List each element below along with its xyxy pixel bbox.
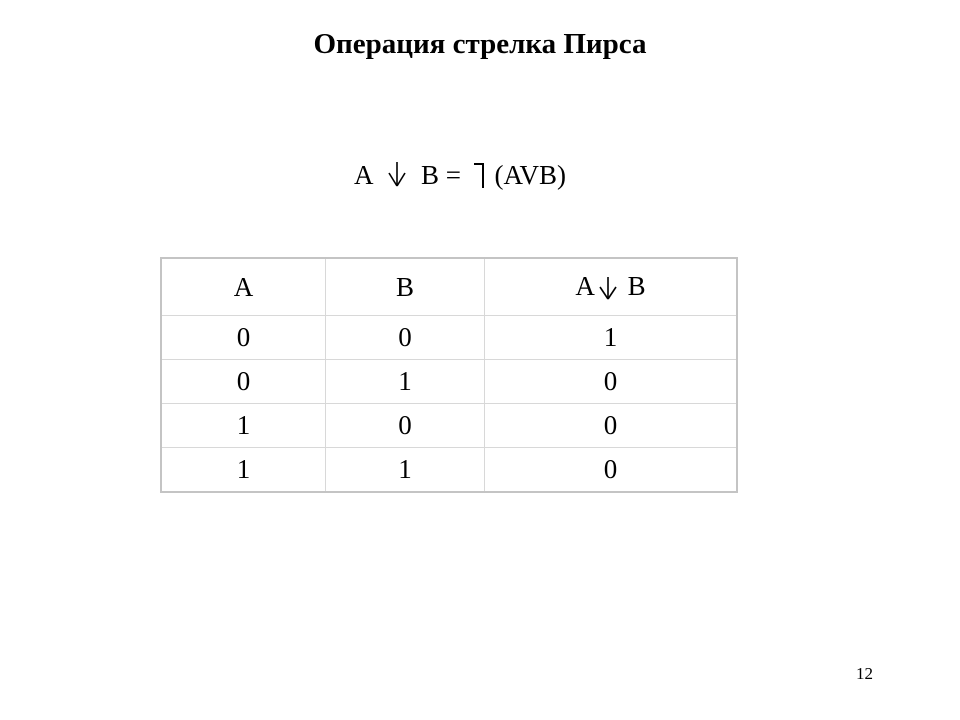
- cell-a: 0: [161, 360, 326, 404]
- cell-b: 0: [326, 404, 485, 448]
- negation-icon: [474, 160, 486, 190]
- cell-a: 0: [161, 316, 326, 360]
- table-header-row: [161, 258, 737, 316]
- cell-b: 0: [326, 316, 485, 360]
- header-result: [485, 258, 738, 316]
- table-row: [161, 360, 737, 404]
- table-row: [161, 448, 737, 493]
- down-arrow-icon: [380, 159, 414, 191]
- cell-a: 1: [161, 404, 326, 448]
- formula-negated-expression: (AVB): [494, 159, 567, 190]
- cell-result: 0: [485, 360, 738, 404]
- cell-result: 0: [485, 404, 738, 448]
- cell-a: 1: [161, 448, 326, 493]
- header-result-left: A: [575, 271, 595, 302]
- table-row: [161, 316, 737, 360]
- formula-operand-b: B =: [421, 159, 461, 190]
- truth-table: [160, 257, 738, 493]
- cell-b: 1: [326, 448, 485, 493]
- header-a: A: [161, 258, 326, 316]
- header-b: B: [326, 258, 485, 316]
- table-row: [161, 404, 737, 448]
- header-result-right: B: [627, 271, 646, 302]
- slide-title: Операция стрелка Пирса: [313, 28, 647, 60]
- formula-operand-a: A: [354, 159, 374, 190]
- cell-b: 1: [326, 360, 485, 404]
- cell-result: 0: [485, 448, 738, 493]
- down-arrow-icon: [595, 275, 621, 303]
- cell-result: 1: [485, 316, 738, 360]
- page-number: 12: [856, 664, 873, 683]
- formula: [354, 152, 566, 192]
